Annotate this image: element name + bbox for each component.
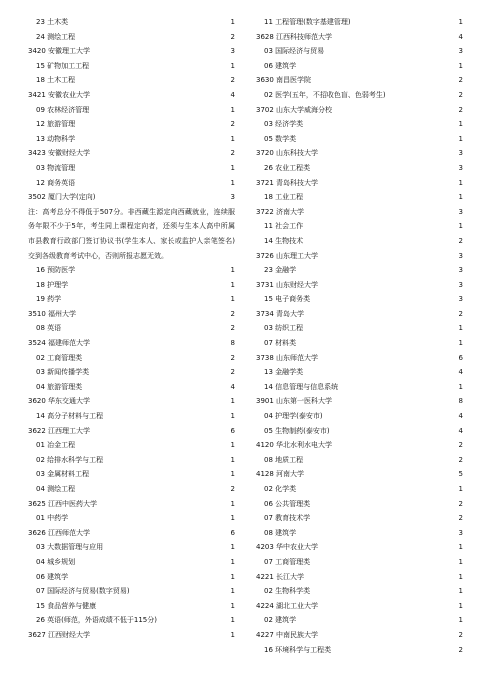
school-name: 4227 中南民族大学	[256, 630, 319, 639]
school-name: 4128 河南大学	[256, 470, 305, 479]
major-name: 09 农林经济管理	[36, 105, 90, 114]
enrollment-count: 8	[458, 397, 463, 406]
right-column	[256, 15, 463, 657]
enrollment-count: 1	[230, 105, 235, 114]
major-name: 18 工业工程	[264, 193, 304, 202]
school-row	[256, 146, 463, 161]
major-name: 16 环境科学与工程类	[264, 645, 332, 654]
enrollment-count: 4	[458, 368, 463, 377]
school-row	[256, 540, 463, 555]
enrollment-count: 2	[230, 324, 235, 333]
major-name: 15 电子商务类	[264, 295, 311, 304]
enrollment-count: 1	[458, 18, 463, 26]
major-row	[256, 263, 463, 278]
enrollment-count: 1	[230, 266, 235, 275]
major-row	[28, 365, 235, 380]
school-name: 4203 华中农业大学	[256, 543, 319, 552]
major-row	[28, 453, 235, 468]
major-name: 08 建筑学	[264, 528, 297, 537]
major-row	[28, 380, 235, 395]
major-row	[28, 584, 235, 599]
major-name: 07 工商管理类	[264, 557, 311, 566]
enrollment-count: 1	[458, 222, 463, 231]
major-name: 06 建筑学	[264, 61, 297, 70]
enrollment-count: 8	[230, 339, 235, 348]
enrollment-count: 1	[458, 543, 463, 552]
enrollment-count: 6	[230, 426, 235, 435]
enrollment-count: 2	[230, 149, 235, 158]
school-name: 3420 安徽理工大学	[28, 47, 91, 56]
major-name: 13 金融学类	[264, 368, 304, 377]
enrollment-count: 1	[230, 295, 235, 304]
major-row	[256, 453, 463, 468]
major-row	[28, 613, 235, 628]
enrollment-count: 1	[230, 397, 235, 406]
school-name: 3524 福建师范大学	[28, 339, 91, 348]
enrollment-count: 1	[230, 557, 235, 566]
school-name: 3726 山东理工大学	[256, 251, 319, 260]
major-name: 04 测绘工程	[36, 485, 76, 493]
enrollment-count: 1	[458, 339, 463, 348]
major-row	[256, 613, 463, 628]
major-row	[256, 321, 463, 336]
enrollment-count: 1	[458, 485, 463, 493]
major-name: 03 国际经济与贸易	[264, 47, 325, 56]
enrollment-count: 1	[230, 601, 235, 610]
major-name: 02 化学类	[264, 485, 297, 493]
enrollment-count: 2	[458, 90, 463, 99]
major-name: 03 纺织工程	[264, 324, 304, 333]
major-row	[28, 321, 235, 336]
school-name: 3721 青岛科技大学	[256, 178, 319, 187]
enrollment-count: 6	[458, 353, 463, 362]
school-name: 3628 江西科技师范大学	[256, 32, 333, 41]
enrollment-count: 2	[230, 368, 235, 377]
school-name: 4224 湖北工业大学	[256, 601, 319, 610]
enrollment-count: 1	[458, 382, 463, 391]
enrollment-count: 1	[230, 514, 235, 523]
major-row	[256, 497, 463, 512]
enrollment-count: 3	[458, 149, 463, 158]
major-row	[28, 59, 235, 74]
major-name: 14 生物技术	[264, 236, 304, 245]
major-name: 03 经济学类	[264, 120, 304, 129]
school-name: 3625 江西中医药大学	[28, 499, 98, 508]
major-row	[256, 511, 463, 526]
school-row	[256, 351, 463, 366]
enrollment-count: 1	[230, 18, 235, 26]
major-row	[28, 103, 235, 118]
major-row	[256, 161, 463, 176]
school-row	[28, 394, 235, 409]
major-name: 02 工商管理类	[36, 353, 83, 362]
enrollment-count: 2	[230, 485, 235, 493]
school-name: 3502 厦门大学(定向)	[28, 193, 96, 202]
school-row	[256, 570, 463, 585]
school-name: 3738 山东师范大学	[256, 353, 319, 362]
school-row	[256, 438, 463, 453]
enrollment-count: 1	[458, 178, 463, 187]
major-name: 05 生物制药(泰安市)	[264, 426, 330, 435]
major-name: 12 旅游管理	[36, 120, 76, 129]
school-row	[28, 628, 235, 643]
enrollment-count: 1	[458, 120, 463, 129]
enrollment-count: 2	[230, 309, 235, 318]
enrollment-count: 4	[458, 32, 463, 41]
school-row	[28, 307, 235, 322]
major-name: 15 矿物加工工程	[36, 61, 90, 70]
enrollment-count: 1	[230, 572, 235, 581]
major-row	[28, 599, 235, 614]
school-name: 3731 山东财经大学	[256, 280, 319, 289]
major-row	[28, 438, 235, 453]
major-row	[256, 555, 463, 570]
major-name: 26 农业工程类	[264, 163, 311, 172]
major-name: 23 金融学	[264, 266, 297, 275]
enrollment-count: 2	[230, 353, 235, 362]
major-row	[28, 467, 235, 482]
major-row	[256, 44, 463, 59]
major-row	[28, 73, 235, 88]
enrollment-count: 3	[458, 280, 463, 289]
major-name: 02 建筑学	[264, 616, 297, 625]
major-row	[256, 409, 463, 424]
school-row	[256, 73, 463, 88]
enrollment-count: 1	[458, 601, 463, 610]
major-name: 02 生物科学类	[264, 587, 311, 596]
major-row	[28, 570, 235, 585]
school-row	[28, 336, 235, 351]
enrollment-count: 6	[230, 528, 235, 537]
school-name: 3421 安徽农业大学	[28, 90, 91, 99]
major-name: 18 土木工程	[36, 76, 76, 85]
major-name: 13 动物科学	[36, 134, 76, 143]
major-row	[256, 132, 463, 147]
enrollment-count: 3	[458, 163, 463, 172]
enrollment-count: 1	[230, 61, 235, 70]
major-row	[28, 351, 235, 366]
enrollment-count: 1	[458, 572, 463, 581]
major-name: 16 预防医学	[36, 266, 76, 275]
enrollment-count: 2	[458, 236, 463, 245]
major-row	[256, 526, 463, 541]
major-row	[256, 15, 463, 30]
major-row	[28, 409, 235, 424]
enrollment-count: 2	[458, 441, 463, 450]
major-row	[256, 424, 463, 439]
enrollment-count: 2	[458, 499, 463, 508]
enrollment-count: 1	[458, 557, 463, 566]
enrollment-count: 4	[230, 382, 235, 391]
major-row	[256, 88, 463, 103]
major-row	[28, 132, 235, 147]
enrollment-count: 2	[458, 309, 463, 318]
major-name: 06 公共管理类	[264, 499, 311, 508]
major-name: 03 新闻传播学类	[36, 368, 90, 377]
enrollment-count: 2	[230, 120, 235, 129]
enrollment-count: 1	[230, 543, 235, 552]
school-name: 3630 南昌医学院	[256, 76, 312, 85]
enrollment-count: 2	[230, 76, 235, 85]
school-name: 3734 青岛大学	[256, 309, 305, 318]
major-name: 11 社会工作	[264, 222, 304, 231]
enrollment-count: 3	[458, 266, 463, 275]
major-name: 08 地质工程	[264, 455, 304, 464]
enrollment-count: 3	[230, 193, 235, 202]
school-name: 3423 安徽财经大学	[28, 149, 91, 158]
major-row	[28, 540, 235, 555]
school-name: 3901 山东第一医科大学	[256, 397, 333, 406]
major-row	[28, 30, 235, 45]
major-row	[256, 482, 463, 497]
major-row	[256, 190, 463, 205]
major-name: 02 医学(五年，不招收色盲、色弱考生)	[264, 90, 386, 99]
major-name: 05 数学类	[264, 134, 297, 143]
major-name: 07 国际经济与贸易(数字贸易)	[36, 587, 130, 596]
major-row	[28, 161, 235, 176]
enrollment-count: 1	[230, 587, 235, 596]
enrollment-count: 2	[230, 32, 235, 41]
major-name: 18 护理学	[36, 280, 69, 289]
school-row	[256, 394, 463, 409]
enrollment-count: 2	[458, 455, 463, 464]
school-row	[28, 497, 235, 512]
major-name: 03 大数据管理与应用	[36, 543, 104, 552]
school-row	[28, 190, 235, 205]
school-name: 3722 济南大学	[256, 207, 305, 216]
major-name: 04 城乡规划	[36, 557, 76, 566]
major-row	[256, 234, 463, 249]
enrollment-count: 1	[458, 587, 463, 596]
school-name: 4221 长江大学	[256, 572, 305, 581]
major-name: 04 护理学(泰安市)	[264, 412, 323, 421]
major-name: 08 英语	[36, 324, 62, 333]
admission-note: 注：高考总分不得低于507分。非西藏生源定向西藏就业，连续服务年限不少于5年，考生同上课程定向者，还须与生本人高中所属市县教育行政部门签订协议书(学生本人、家长或监护人亲笔签名)交到各级教育考试中心，否则所报志愿无效。	[28, 207, 235, 260]
major-row	[256, 117, 463, 132]
enrollment-count: 1	[230, 499, 235, 508]
enrollment-count: 1	[230, 412, 235, 421]
major-name: 07 教育技术学	[264, 514, 311, 523]
major-name: 12 商务英语	[36, 178, 76, 187]
school-name: 3626 江西师范大学	[28, 528, 91, 537]
major-name: 15 食品营养与健康	[36, 601, 97, 610]
enrollment-count: 4	[230, 90, 235, 99]
major-row	[28, 176, 235, 191]
enrollment-count: 3	[458, 528, 463, 537]
major-name: 07 材料类	[264, 339, 297, 348]
school-row	[256, 467, 463, 482]
major-row	[256, 219, 463, 234]
enrollment-count: 2	[458, 514, 463, 523]
enrollment-count: 2	[458, 630, 463, 639]
enrollment-count: 4	[458, 426, 463, 435]
school-row	[256, 628, 463, 643]
enrollment-count: 1	[230, 630, 235, 639]
school-row	[256, 307, 463, 322]
enrollment-count: 1	[230, 280, 235, 289]
school-row	[28, 526, 235, 541]
school-name: 4120 华北水利水电大学	[256, 441, 333, 450]
major-name: 11 工程管理(数字基建管理)	[264, 18, 351, 26]
major-name: 26 英语(师范，外语成绩不低于115分)	[36, 616, 157, 625]
major-row	[256, 59, 463, 74]
major-row	[28, 117, 235, 132]
school-name: 3627 江西财经大学	[28, 630, 91, 639]
school-row	[256, 278, 463, 293]
enrollment-count: 1	[230, 455, 235, 464]
major-name: 19 药学	[36, 295, 62, 304]
enrollment-count: 3	[458, 47, 463, 56]
enrollment-count: 1	[458, 324, 463, 333]
school-name: 3702 山东大学威海分校	[256, 105, 333, 114]
major-name: 14 高分子材料与工程	[36, 412, 104, 421]
major-name: 04 旅游管理类	[36, 382, 83, 391]
enrollment-count: 1	[230, 470, 235, 479]
school-name: 3720 山东科技大学	[256, 149, 319, 158]
major-name: 02 给排水科学与工程	[36, 455, 104, 464]
enrollment-count: 3	[458, 251, 463, 260]
major-row	[256, 380, 463, 395]
school-row	[28, 146, 235, 161]
enrollment-count: 1	[230, 163, 235, 172]
major-row	[28, 555, 235, 570]
school-row	[28, 424, 235, 439]
enrollment-count: 1	[230, 441, 235, 450]
enrollment-count: 3	[458, 207, 463, 216]
major-name: 01 冶金工程	[36, 441, 76, 450]
enrollment-count: 1	[230, 616, 235, 625]
enrollment-count: 1	[458, 134, 463, 143]
enrollment-count: 2	[458, 645, 463, 654]
enrollment-count: 2	[458, 76, 463, 85]
major-name: 23 土木类	[36, 18, 69, 26]
school-row	[28, 88, 235, 103]
major-row	[28, 263, 235, 278]
major-name: 01 中药学	[36, 514, 69, 523]
left-column	[28, 15, 235, 643]
enrollment-count: 2	[458, 105, 463, 114]
enrollment-count: 3	[230, 47, 235, 56]
school-name: 3510 福州大学	[28, 309, 77, 318]
school-name: 3622 江西理工大学	[28, 426, 91, 435]
enrollment-count: 1	[458, 193, 463, 202]
enrollment-count: 4	[458, 412, 463, 421]
school-row	[256, 176, 463, 191]
school-row	[256, 30, 463, 45]
school-row	[256, 599, 463, 614]
enrollment-count: 5	[458, 470, 463, 479]
enrollment-count: 1	[458, 61, 463, 70]
major-name: 03 物流管理	[36, 163, 76, 172]
enrollment-count: 1	[230, 178, 235, 187]
major-row	[28, 511, 235, 526]
enrollment-count: 3	[458, 295, 463, 304]
major-name: 06 建筑学	[36, 572, 69, 581]
major-row	[256, 365, 463, 380]
school-row	[256, 249, 463, 264]
major-row	[28, 278, 235, 293]
major-row	[256, 292, 463, 307]
major-row	[28, 15, 235, 30]
major-name: 03 金属材料工程	[36, 470, 90, 479]
major-row	[256, 584, 463, 599]
school-row	[256, 103, 463, 118]
major-name: 14 信息管理与信息系统	[264, 382, 339, 391]
major-row	[28, 292, 235, 307]
school-row	[256, 205, 463, 220]
major-row	[28, 482, 235, 497]
major-row	[256, 336, 463, 351]
major-name: 24 测绘工程	[36, 32, 76, 41]
school-row	[28, 44, 235, 59]
enrollment-count: 1	[458, 616, 463, 625]
enrollment-count: 1	[230, 134, 235, 143]
major-row	[256, 643, 463, 658]
school-name: 3620 华东交通大学	[28, 397, 91, 406]
